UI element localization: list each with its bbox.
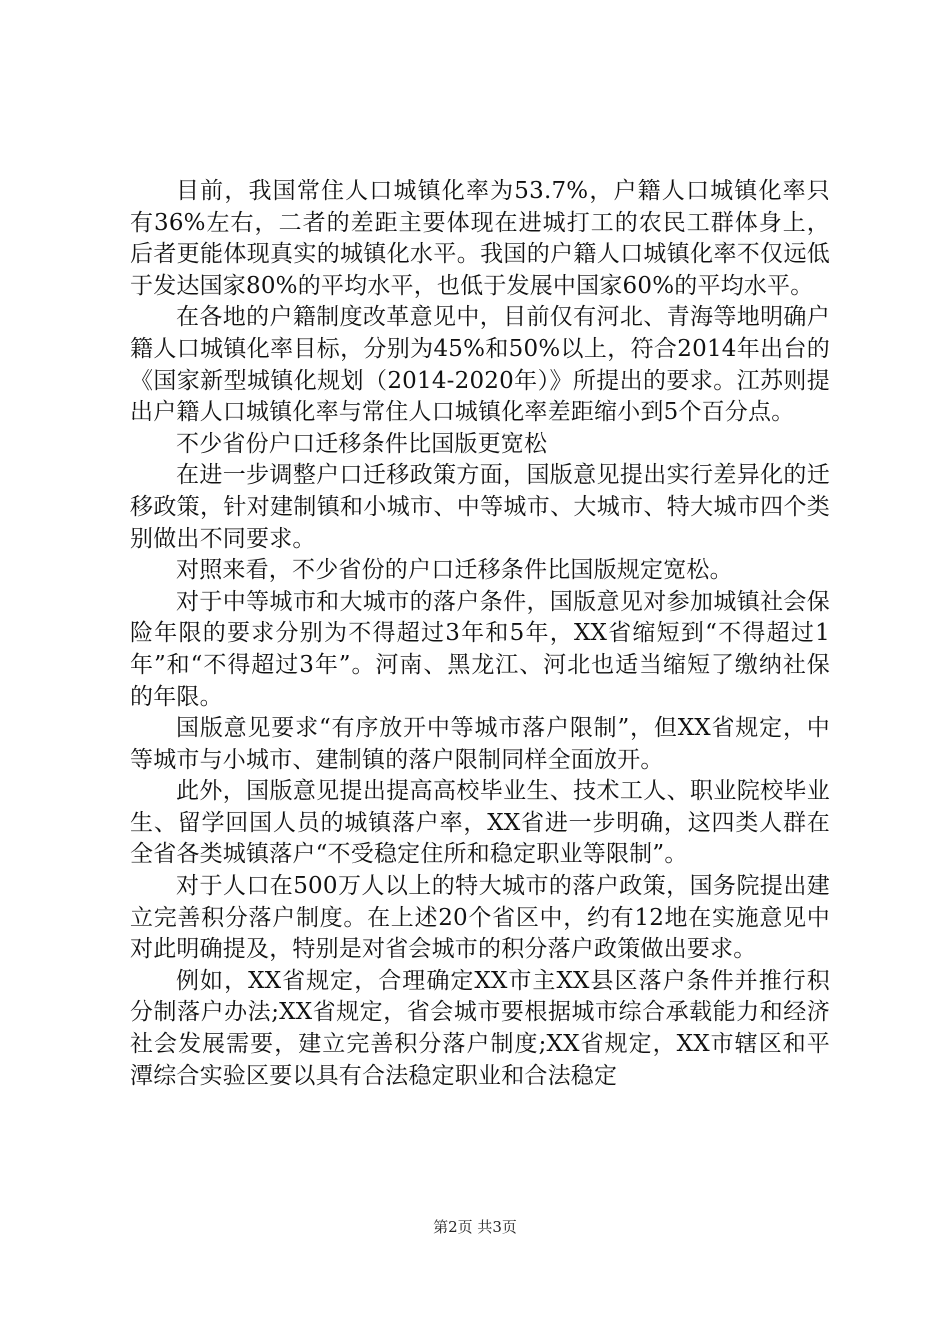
document-body: [130, 176, 830, 1092]
paragraph-urbanization-rate: 目前，我国常住人口城镇化率为53.7%，户籍人口城镇化率只有36%左右，二者的差距主要体现在进城打工的农民工群体身上，后者更能体现真实的城镇化水平。我国的户籍人口城镇化率不仅远低于发达国家80%的平均水平，也低于发展中国家60%的平均水平。: [130, 178, 830, 299]
paragraph-megacities: 对于人口在500万人以上的特大城市的落户政策，国务院提出建立完善积分落户制度。在上述20个省区中，约有12地在实施意见中对此明确提及，特别是对省会城市的积分落户政策做出要求。: [130, 873, 830, 963]
page-footer: 第2页 共3页: [433, 1218, 517, 1236]
paragraph-graduates: 此外，国版意见提出提高高校毕业生、技术工人、职业院校毕业生、留学回国人员的城镇落户率，XX省进一步明确，这四类人群在全省各类城镇落户“不受稳定住所和稳定职业等限制”。: [130, 778, 830, 868]
paragraph-provincial-targets: 在各地的户籍制度改革意见中，目前仅有河北、青海等地明确户籍人口城镇化率目标，分别为45%和50%以上，符合2014年出台的《国家新型城镇化规划（2014-2020年）》所提出的要求。江苏则提出户籍人口城镇化率与常住人口城镇化率差距缩小到5个百分点。: [130, 304, 830, 426]
paragraph-comparison: 对照来看，不少省份的户口迁移条件比国版规定宽松。: [176, 557, 733, 584]
section-subheading: 不少省份户口迁移条件比国版更宽松: [176, 430, 548, 457]
paragraph-examples: 例如，XX省规定，合理确定XX市主XX县区落户条件并推行积分制落户办法;XX省规定，省会城市要根据城市综合承载能力和经济社会发展需要，建立完善积分落户制度;XX省规定，XX市辖区和平潭综合实验区要以具有合法稳定职业和合法稳定: [130, 967, 830, 1089]
paragraph-medium-cities: 国版意见要求“有序放开中等城市落户限制”，但XX省规定，中等城市与小城市、建制镇的落户限制同样全面放开。: [130, 715, 830, 773]
paragraph-migration-policy: 在进一步调整户口迁移政策方面，国版意见提出实行差异化的迁移政策，针对建制镇和小城市、中等城市、大城市、特大城市四个类别做出不同要求。: [130, 462, 830, 552]
paragraph-social-insurance: 对于中等城市和大城市的落户条件，国版意见对参加城镇社会保险年限的要求分别为不得超过3年和5年，XX省缩短到“不得超过1年”和“不得超过3年”。河南、黑龙江、河北也适当缩短了缴纳社保的年限。: [130, 588, 830, 710]
